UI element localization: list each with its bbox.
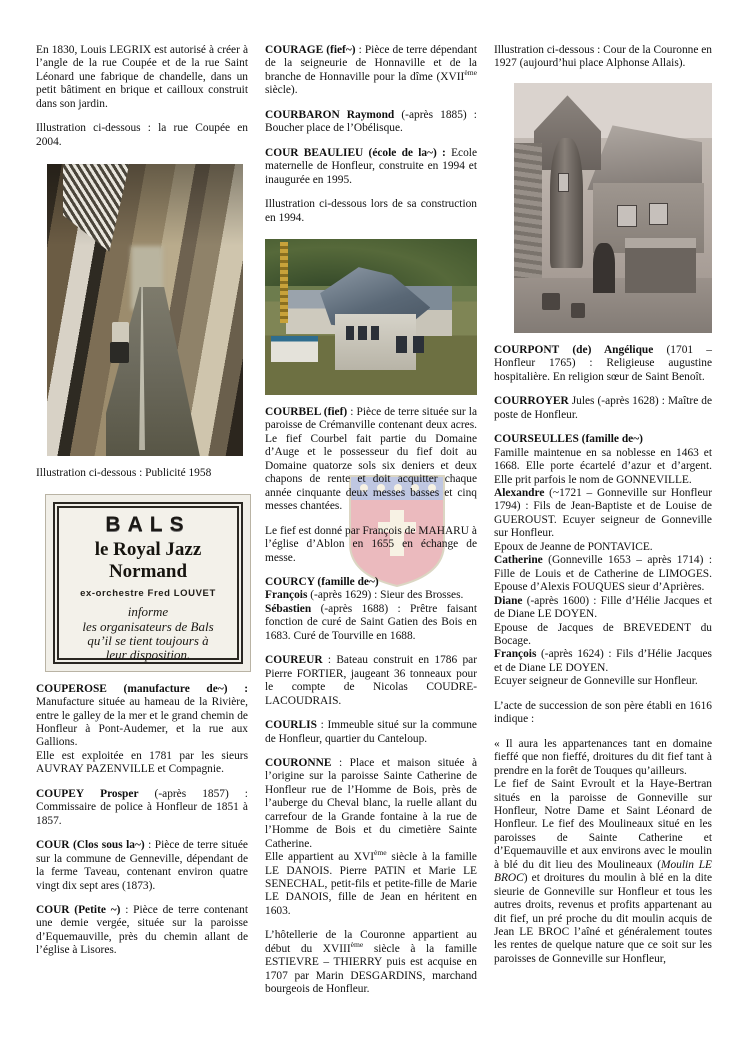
entry-qualifier: Raymond	[346, 108, 395, 121]
entry-courbel	[265, 406, 477, 514]
member-name: François	[265, 589, 308, 602]
photo-window-detail	[371, 326, 379, 340]
entry-headword: COUR BEAULIEU	[265, 146, 364, 159]
entry-superscript: ème	[350, 940, 364, 950]
advert-line-2: qu’il se tient toujours à	[87, 632, 209, 648]
photo-bucket-detail	[571, 303, 585, 318]
entry-headword: COURAGE (fief~)	[265, 44, 356, 56]
member-francois	[494, 648, 712, 675]
advert-informe: informe	[127, 603, 169, 619]
entry-dates: (-après 1628) :	[597, 395, 665, 408]
photo-turret-detail	[550, 138, 584, 268]
entry-body: Ecole maternelle de Honfleur, construite en 1994 et inaugurée en 1995.	[265, 146, 477, 186]
entry-body: Immeuble situé sur la commune de Honfleur, quartier du Canteloup.	[265, 719, 477, 745]
member-name: Sébastien	[265, 602, 312, 615]
entry-qualifier: (école de la~) :	[368, 146, 446, 159]
quote-part-1: « Il aura les appartenances tant en domaine fieffé que non fieffé, droitures du dit fief tant à prendre en la forêt de Touques qu’ailleurs.	[494, 737, 712, 777]
photo-doorway-detail	[593, 243, 615, 293]
photo-car-shadow-detail	[110, 342, 130, 362]
photo-window-detail	[558, 173, 570, 193]
entry-qualifier: (manufacture de~) :	[123, 682, 248, 695]
entry-dates: (-après 1885) :	[401, 108, 477, 121]
caption-cour-de-la-couronne: Illustration ci-dessous : Cour de la Couronne en 1927 (aujourd’hui place Alphonse Allais).	[494, 44, 712, 70]
intro-paragraph: En 1830, Louis LEGRIX est autorisé à créer à l’angle de la rue Coupée et de la rue Saint Léonard une fabrique de chandelle, dans un petit bâtiment en brique et cailloux construit dans son jardin.	[36, 44, 248, 110]
entry-cour-clos-sous-la	[36, 839, 248, 893]
entry-courroyer	[494, 395, 712, 422]
entry-headword: COURBEL (fief)	[265, 405, 348, 418]
member-text: Fille d’Hélie Jacques et de Diane LE DOYEN.	[494, 594, 712, 621]
entry-body: Religieuse augustine hospitalière. En religion sœur de Saint Benoît.	[494, 357, 712, 383]
photo-cart-detail	[542, 293, 560, 311]
caption-publicite-1958: Illustration ci-dessous : Publicité 1958	[36, 467, 212, 480]
entry-qualifier: :	[347, 405, 354, 418]
entry-headword: COUPEY	[36, 787, 85, 800]
entry-courcy	[265, 576, 477, 589]
entry-courbel-body2: Le fief est donné par François de MAHARU à l’église d’Ablon en 1655 en échange de messe.	[265, 524, 477, 564]
entry-dates: (-après 1857) :	[154, 787, 248, 800]
advert-line-1: les organisateurs de Bals	[82, 618, 214, 634]
entry-courage	[265, 44, 477, 98]
entry-body: Commissaire de police à Honfleur de 1851 à 1857.	[36, 801, 248, 827]
entry-body2-pre: Elle appartient au XVI	[265, 851, 375, 864]
photo-road-detail	[106, 287, 200, 456]
entry-qualifier: :	[355, 44, 362, 56]
photo-crane-detail	[280, 242, 288, 323]
photo-window-detail	[649, 203, 669, 225]
entry-qualifier: :	[316, 719, 324, 732]
entry-qualifier: Prosper	[100, 787, 139, 800]
entry-couronne-body2	[265, 848, 477, 918]
entry-body: Pièce de terre contenant une demie vergée, située sur la paroisse d’Equemauville, près du chemin allant de l’église à Lisores.	[36, 903, 248, 957]
photo-window-detail	[413, 336, 424, 353]
entry-body: Manufacture située au hameau de la Rivière, entre le galley de la mer et le grand chemin de Honfleur à Pont-Audemer, et la rue aux Gallions.	[36, 696, 248, 749]
member-diane-spouse: Epouse de Jacques de BREVEDENT du Bocage.	[494, 621, 712, 647]
entry-qualifier: (de) Angélique	[572, 343, 654, 356]
entry-body: Place et maison située à l’origine sur la paroisse Sainte Catherine de Honfleur rue de l’Homme de Bois, près de l’auberge du Cheval blanc, la ruelle allant du carrefour de la Grande fontaine à la rue de l’Homme de Bois et du cimetière Sainte Catherine.	[265, 756, 478, 850]
entry-couronne	[265, 757, 477, 851]
member-dates: (~1721 – Gonneville sur Honfleur 1794) :	[494, 486, 712, 513]
member-name: Catherine	[494, 554, 543, 567]
entry-courseulles-body: Famille maintenue en sa noblesse en 1463 et 1668. Elle porte écartelé d’azur et d’argent. Elle prit parfois le nom de GONNEVILLE.	[494, 446, 712, 486]
advert-line-3: leur disposition.	[105, 646, 191, 662]
member-text: Fils d’Hélie Jacques et de Diane LE DOYEN.	[494, 648, 712, 674]
photo-window-detail	[358, 326, 366, 340]
entry-body: Pièce de terre située sur la paroisse de Crémanville contenant deux acres. Le fief Courbel fait partie du Domaine d’Auge et le possesseur du fief doit au Domaine quatorze sols six deniers et deux chapons de rente et doit acquitter chaque année cinquante deux messes basses et cinq messes chantées.	[265, 405, 477, 513]
entry-headword: COURONNE	[265, 756, 332, 769]
advert-orchestra: ex-orchestre Fred LOUVET	[80, 587, 216, 599]
photo-window-detail	[346, 326, 354, 340]
entry-qualifier: :	[322, 654, 332, 667]
entry-coureur	[265, 654, 477, 708]
member-text: Sieur des Brosses.	[377, 589, 464, 602]
entry-body-after: siècle).	[265, 84, 298, 97]
entry-couperose-body2: Elle est exploitée en 1781 par les sieurs AUVRAY PAZENVILLE et Compagnie.	[36, 749, 248, 776]
caption-ecole-construction: Illustration ci-dessous lors de sa construction en 1994.	[265, 198, 477, 224]
photo-roof-detail	[63, 164, 130, 252]
member-name: Alexandre	[494, 486, 545, 499]
entry-dates: (1701 – Honfleur 1765) :	[494, 343, 712, 370]
entry-body: Pièce de terre dépendant de la seigneurie de Honnaville et de la branche de Honnaville pour la dîme (XVII	[265, 44, 478, 83]
entry-body: Bateau construit en 1786 par Pierre FORTIER, jaugeant 36 tonneaux pour le compte de Nicolas COUDRE-LACOUDRAIS.	[265, 654, 477, 707]
quote-body-cont: ) et droitures du moulin à blé en la dite sieurie de Gonneville sur Honfleur et tous les autres droits, revenus et profits appartenant au dit fief, un pré proche du dit moulin acquis de Jean LE BROC l’aîné et généralement toutes les rentes de quelque nature que ce soit sur les paroisses de Gonneville sur Honfleur,	[494, 872, 712, 965]
entry-courseulles	[494, 433, 712, 446]
entry-qualifier: :	[120, 903, 129, 916]
advert-title: le Royal Jazz Normand	[94, 538, 202, 582]
entry-headword: COURCY (famille de~)	[265, 575, 379, 588]
entry-body2-post: siècle à la famille LE DANOIS. Pierre PATIN et Marie LE SENECHAL, petit-fils et petite-fille de Marie LE DANOIS, fille de Jean en héritent en 1603.	[265, 851, 477, 917]
photo-outbuilding-detail	[625, 238, 696, 293]
photo-site-shed-detail	[271, 336, 318, 363]
quote-part-2	[494, 778, 712, 966]
member-text: Fils de Jean-Baptiste et de Louise de GUEROUST. Ecuyer seigneur de Gonneville sur Honfleur.	[494, 500, 712, 540]
member-catherine	[494, 554, 712, 594]
member-diane	[494, 595, 712, 622]
member-dates: (-après 1688) :	[320, 602, 401, 615]
entry-body: Maître de poste de Honfleur.	[494, 395, 713, 421]
entry-superscript: ème	[464, 68, 477, 78]
entry-body3-post: siècle à la famille ESTIEVRE – THIERRY puis est acquise en 1707 par Marin DESGARDINS, marchand bourgeois de Honfleur.	[265, 942, 477, 996]
advert-heading: BALS	[105, 512, 191, 536]
entry-courcy-sebastien	[265, 603, 477, 643]
member-text: Prêtre faisant fonction de curé de Saint Gatien des Bois en 1683. Curé de Tourville en 1688.	[265, 602, 477, 642]
advert-inner-frame	[53, 502, 243, 664]
photo-rue-coupee-2004	[47, 164, 243, 456]
entry-cour-petite	[36, 904, 248, 958]
member-name: François	[494, 648, 537, 661]
entry-qualifier: :	[331, 756, 343, 769]
member-alexandre-spouse: Epoux de Jeanne de PONTAVICE.	[494, 540, 653, 553]
entry-headword: COURLIS	[265, 719, 317, 732]
member-dates: (-après 1629) :	[310, 589, 378, 602]
advert-bals-royal-jazz-normand	[45, 494, 251, 672]
column-right	[494, 44, 712, 1019]
entry-body: Boucher place de l’Obélisque.	[265, 122, 403, 135]
column-middle	[265, 44, 477, 1019]
entry-courbaron	[265, 109, 477, 136]
entry-courcy-francois	[265, 589, 477, 602]
entry-superscript: ème	[374, 848, 387, 858]
entry-couperose	[36, 683, 248, 750]
member-dates: (-après 1624) :	[541, 648, 612, 661]
entry-body3-pre: L’hôtellerie de la Couronne appartient au début du XVIII	[265, 929, 477, 955]
entry-headword: COUPEROSE	[36, 682, 107, 695]
member-name: Diane	[494, 594, 523, 607]
entry-couronne-body3	[265, 929, 477, 996]
entry-headword: COURBARON	[265, 108, 340, 121]
three-column-layout	[36, 44, 712, 1019]
photo-ecole-cour-beaulieu-1994	[265, 239, 477, 395]
quote-italic-moulin-le-broc: Moulin LE BROC	[494, 858, 712, 885]
entry-courlis	[265, 719, 477, 746]
caption-rue-coupee: Illustration ci-dessous : la rue Coupée en 2004.	[36, 122, 248, 148]
entry-headword: COURPONT	[494, 343, 560, 356]
member-alexandre	[494, 487, 712, 541]
member-dates: (-après 1600) :	[526, 594, 597, 607]
entry-headword: COUR (Clos sous la~)	[36, 839, 145, 852]
entry-body: Pièce de terre située sur la commune de Genneville, dépendant de la ferme Taveau, contenant environ quatre vingt dix sept ares (1873).	[36, 839, 248, 892]
photo-window-detail	[396, 336, 407, 353]
member-francois-title: Ecuyer seigneur de Gonneville sur Honfleur.	[494, 675, 698, 688]
column-left	[36, 44, 248, 1019]
entry-headword: COURROYER	[494, 395, 569, 408]
entry-headword: COUR (Petite ~)	[36, 903, 121, 916]
entry-qualifier: Jules	[571, 395, 595, 408]
entry-courpont	[494, 344, 712, 384]
succession-intro: L’acte de succession de son père établi en 1616 indique :	[494, 699, 712, 726]
entry-headword: COUREUR	[265, 654, 323, 667]
entry-coupey	[36, 788, 248, 828]
member-text: Fille de Louis et de Catherine de LIMOGES. Epouse d’Alexis FOUQUES sieur d’Aprières.	[494, 567, 712, 594]
entry-qualifier: :	[144, 839, 152, 852]
entry-headword: COURSEULLES (famille de~)	[494, 433, 643, 446]
entry-cour-beaulieu	[265, 147, 477, 187]
photo-window-detail	[617, 205, 637, 227]
photo-cour-de-la-couronne-1927	[514, 83, 712, 333]
member-dates: (Gonneville 1653 – après 1714) :	[548, 554, 712, 567]
quote-body: Le fief de Saint Evroult et la Haye-Bertran situés en la paroisse de Gonneville sur Honfleur, Notre Dame et Saint Léonard de Honfleur. Le fief des Moulineaux situé en les paroisses de Sainte Catherine et d’Equemauville et aux environs avec le moulin à blé du dit lieu des Moulineaux (	[494, 778, 712, 871]
